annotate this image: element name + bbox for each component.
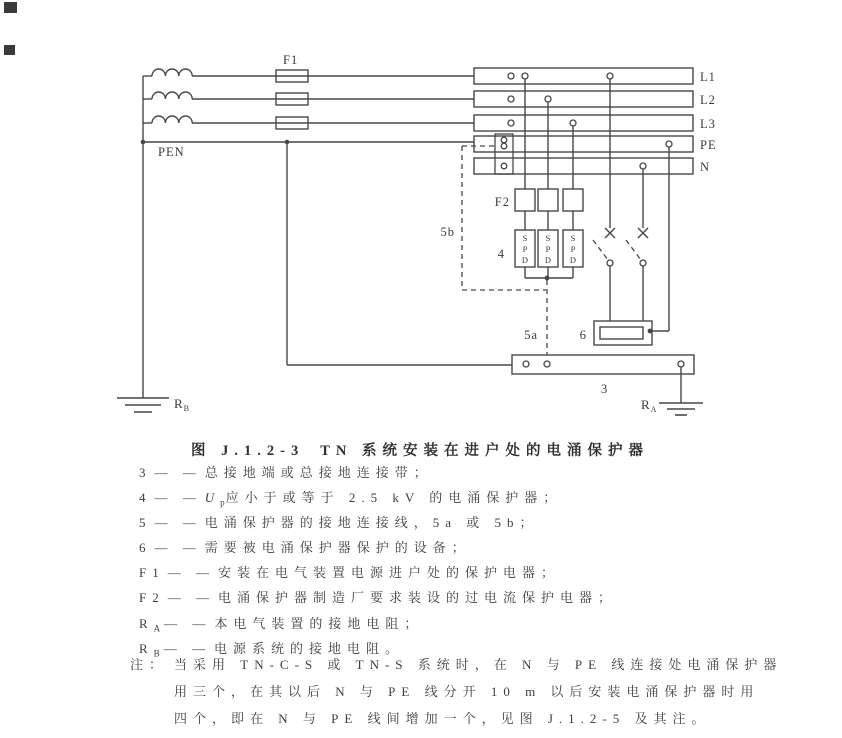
winding-coil [152, 116, 192, 123]
legend-item: F1 — — 安装在电气装置电源进户处的保护电器； [139, 565, 560, 581]
busbar-l3 [474, 115, 693, 131]
label-pe: PE [700, 138, 717, 152]
svg-text:S: S [545, 233, 551, 243]
svg-text:P: P [522, 244, 528, 254]
label-f2: F2 [494, 195, 510, 209]
switch-blade [626, 240, 641, 260]
legend-item: $R_A$ — — 本电气装置的接地电阻； [139, 615, 424, 634]
junction-dot [285, 140, 290, 145]
legend-item: F2 — — 电涌保护器制造厂要求装设的过电流保护电器； [139, 590, 617, 606]
winding-coil [152, 92, 192, 99]
label-4: 4 [497, 247, 505, 261]
svg-text:P: P [545, 244, 551, 254]
svg-text:P: P [570, 244, 576, 254]
label-l1: L1 [700, 70, 716, 84]
figure-number: 图 J.1.2-3 [191, 443, 305, 459]
legend-item: 3 — — 总接地端或总接地连接带； [139, 465, 433, 480]
fuse-f2 [563, 189, 583, 211]
scan-artifact [4, 2, 17, 55]
figure-legend [139, 462, 617, 663]
note-text: 当采用 TN-C-S 或 TN-S 系统时，在 N 与 PE 线连接处电涌保护器 用三个，在其以后 N 与 PE 线分开 10 m 以后安装电涌保护器时用 四个，即在 N 与 PE 线间增加一个，见图 J.1.2-5 及其注。 [174, 657, 783, 726]
earthing-bar [512, 355, 694, 374]
label-3: 3 [601, 382, 609, 396]
label-rb: $R_B$ [174, 396, 191, 413]
switch-blade [593, 240, 608, 260]
earthing-connections [462, 146, 641, 361]
label-5a: 5a [524, 328, 538, 342]
label-l2: L2 [700, 93, 716, 107]
busbars [474, 68, 693, 174]
label-pen: PEN [158, 145, 185, 159]
winding-coil [152, 69, 192, 76]
fuse-f2 [538, 189, 558, 211]
ground-rb [117, 398, 169, 412]
busbar-l1 [474, 68, 693, 84]
protected-equipment [594, 321, 652, 345]
legend-item: $R_B$ — — 电源系统的接地电阻。 [139, 640, 404, 659]
junction-dot [141, 140, 146, 145]
figure-title: TN 系统安装在进户处的电涌保护器 [320, 443, 649, 459]
spd-labels [522, 233, 576, 265]
svg-text:D: D [569, 255, 577, 265]
label-n: N [700, 160, 711, 174]
junction-dot [545, 276, 550, 281]
label-ra: $R_A$ [641, 397, 658, 414]
label-6: 6 [579, 328, 587, 342]
svg-text:S: S [522, 233, 528, 243]
figure-note [130, 651, 782, 732]
label-l3: L3 [700, 117, 716, 131]
fuse-f2 [515, 189, 535, 211]
label-f1: F1 [283, 53, 299, 67]
svg-text:S: S [570, 233, 576, 243]
svg-text:D: D [521, 255, 529, 265]
busbar-l2 [474, 91, 693, 107]
note-label: 注： [130, 657, 169, 672]
legend-item: 6 — — 需要被电涌保护器保护的设备； [139, 540, 471, 556]
label-5b: 5b [440, 225, 455, 239]
source-and-feeders [143, 69, 512, 398]
legend-item: 4 — — $U_p$ 应小于或等于 2.5 kV 的电涌保护器； [139, 490, 563, 508]
legend-item: 5 — — 电涌保护器的接地连接线，5a 或 5b； [139, 515, 539, 531]
figure-caption [110, 439, 730, 460]
svg-text:D: D [544, 255, 552, 265]
